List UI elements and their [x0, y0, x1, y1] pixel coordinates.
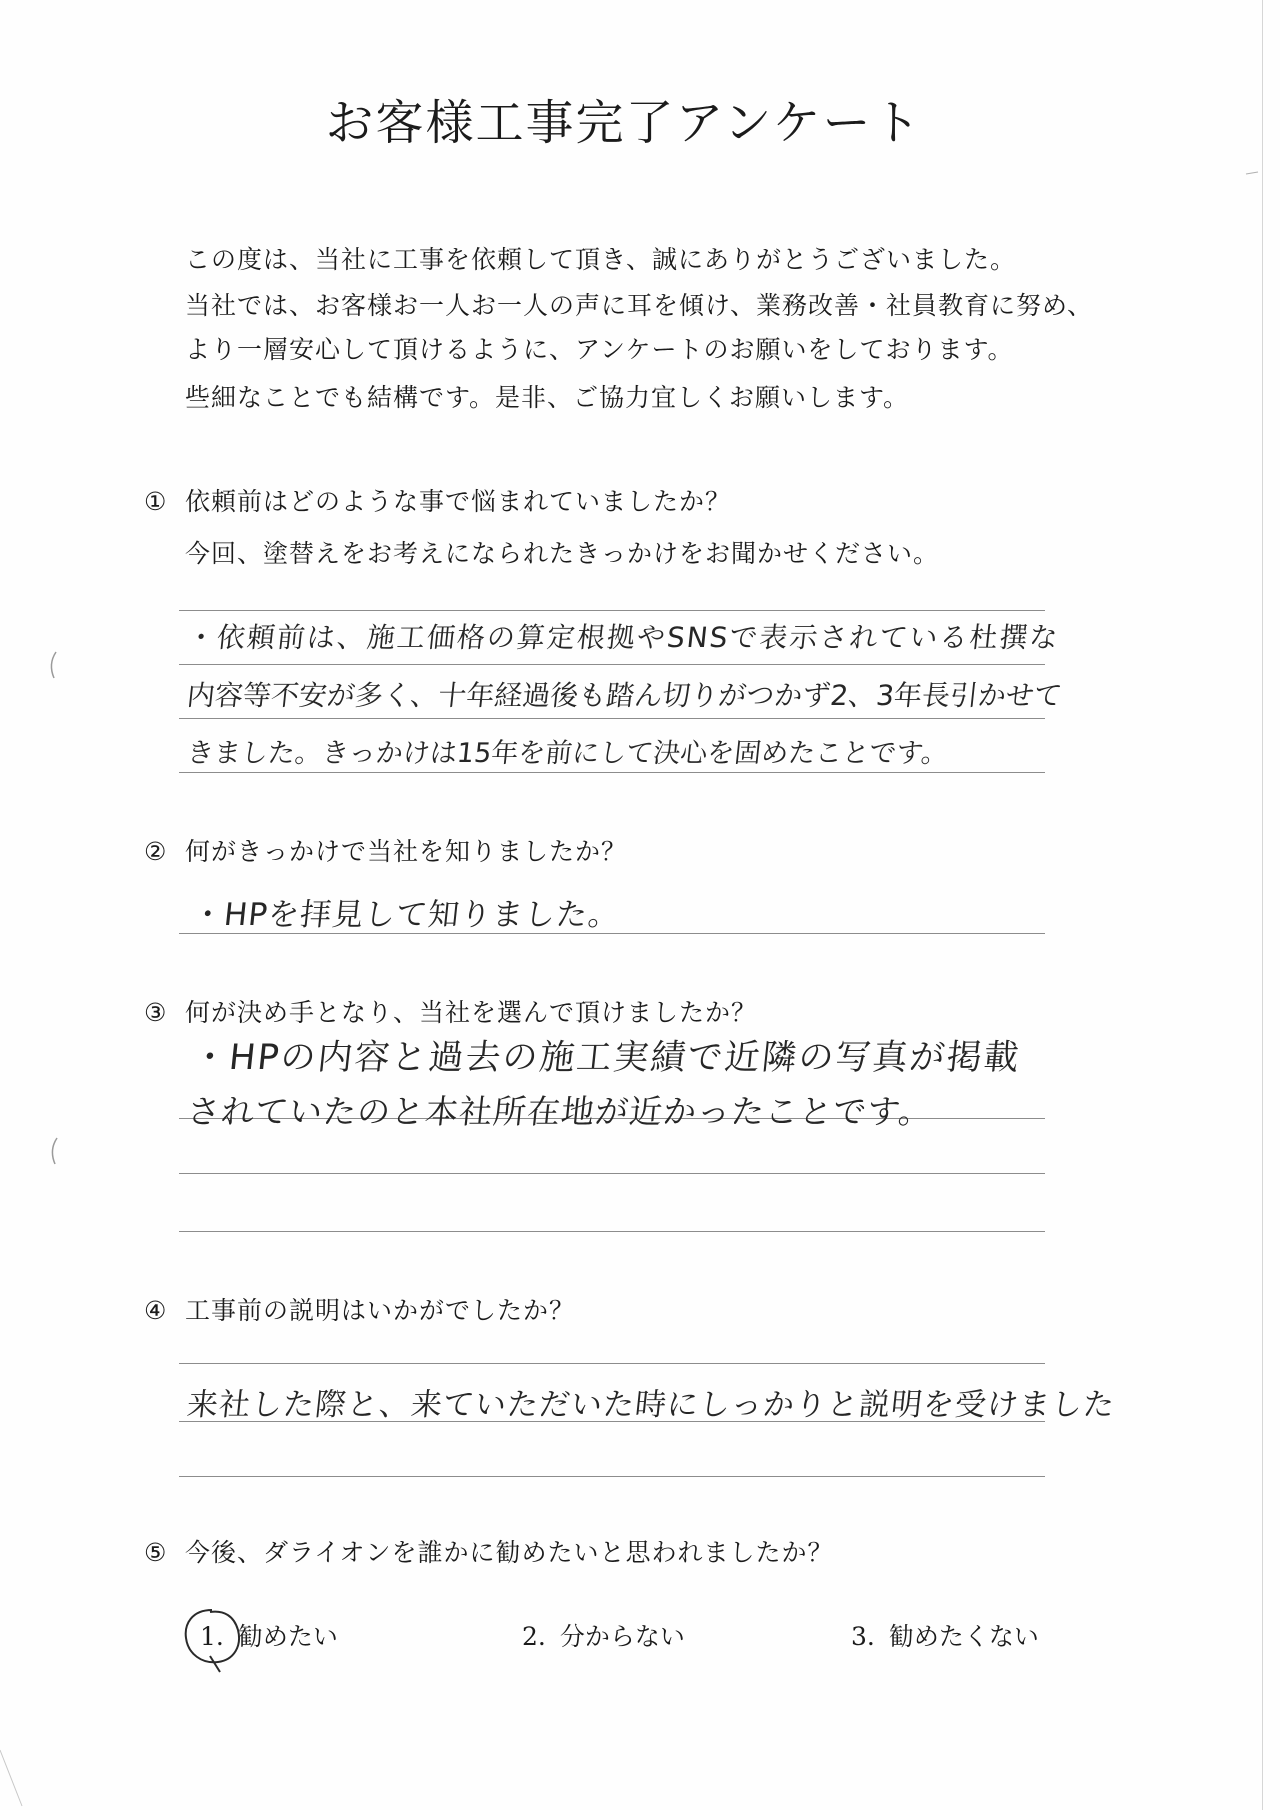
intro-line-2: 当社では、お客様お一人お一人の声に耳を傾け、業務改善・社員教育に努め、: [185, 291, 1094, 320]
question-1-text: 依頼前はどのような事で悩まれていましたか？: [185, 487, 732, 516]
option-2-number: 2.: [522, 1622, 546, 1651]
answer-1-line-3: きました。きっかけは15年を前にして決心を固めたことです。: [185, 738, 950, 769]
option-1-number: 1.: [200, 1622, 224, 1651]
option-3-label: 勧めたくない: [888, 1622, 1039, 1651]
answer-rule: [179, 664, 1045, 665]
answer-rule: [179, 1231, 1045, 1232]
question-5-number: ⑤: [144, 1538, 168, 1567]
option-recommend: [200, 1622, 338, 1652]
answer-4-line-1: 来社した際と、来ていただいた時にしっかりと説明を受けました: [185, 1387, 1117, 1423]
question-4-text: 工事前の説明はいかがでしたか？: [185, 1296, 576, 1325]
answer-rule: [179, 1173, 1045, 1174]
question-2-number: ②: [144, 837, 168, 866]
option-unsure: [522, 1622, 685, 1652]
question-1-subtext: 今回、塗替えをお考えになられたきっかけをお聞かせください。: [185, 539, 940, 568]
answer-2-line-1: ・HPを拝見して知りました。: [190, 897, 622, 933]
survey-title: お客様工事完了アンケート: [325, 95, 923, 151]
intro-line-3: より一層安心して頂けるように、アンケートのお願いをしております。: [185, 335, 1014, 364]
question-3-number: ③: [144, 998, 168, 1027]
question-2-text: 何がきっかけで当社を知りましたか？: [185, 837, 628, 866]
question-1-number: ①: [144, 487, 168, 516]
option-1-label: 勧めたい: [237, 1622, 338, 1651]
intro-line-4: 些細なことでも結構です。是非、ご協力宜しくお願いします。: [185, 383, 910, 412]
option-not-recommend: [851, 1622, 1039, 1652]
answer-rule: [179, 772, 1045, 773]
answer-rule: [179, 1363, 1045, 1364]
answer-rule: [179, 610, 1045, 611]
question-3-text: 何が決め手となり、当社を選んで頂けましたか？: [185, 998, 758, 1027]
answer-3-line-2: されていたのと本社所在地が近かったことです。: [185, 1092, 935, 1131]
answer-rule: [179, 718, 1045, 719]
question-4-number: ④: [144, 1296, 168, 1325]
answer-3-line-1: ・HPの内容と過去の施工実績で近隣の写真が掲載: [190, 1038, 1023, 1078]
answer-1-line-2: 内容等不安が多く、十年経過後も踏ん切りがつかず2、3年長引かせて: [185, 679, 1064, 712]
intro-line-1: この度は、当社に工事を依頼して頂き、誠にありがとうございました。: [185, 245, 1017, 274]
hand-drawn-circle-check-icon: [182, 1606, 246, 1686]
option-3-number: 3.: [851, 1622, 875, 1651]
answer-1-line-1: ・依頼前は、施工価格の算定根拠やSNSで表示されている杜撰な: [185, 621, 1062, 654]
option-2-label: 分からない: [559, 1622, 685, 1651]
answer-rule: [179, 1476, 1045, 1477]
question-5-text: 今後、ダライオンを誰かに勧めたいと思われましたか？: [185, 1538, 834, 1567]
